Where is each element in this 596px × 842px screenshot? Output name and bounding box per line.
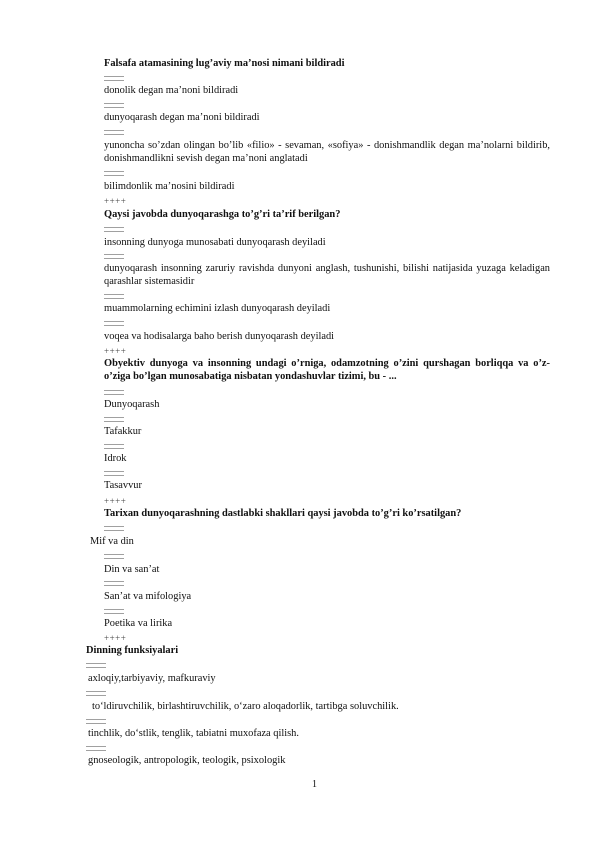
separator xyxy=(104,390,124,395)
answer-option: to‘ldiruvchilik, birlashtiruvchilik, o‘zaro aloqadorlik, tartibga soluvchilik. xyxy=(92,701,399,712)
answer-option: donolik degan ma’noni bildiradi xyxy=(104,85,239,96)
answer-option: Idrok xyxy=(104,453,127,464)
separator xyxy=(104,76,124,81)
answer-option: muammolarning echimini izlash dunyoqarash deyiladi xyxy=(104,303,331,314)
separator xyxy=(86,663,106,668)
separator xyxy=(104,471,124,476)
question-2: Qaysi javobda dunyoqarashga to’g’ri ta’rif berilgan? xyxy=(104,209,341,220)
answer-option: Tasavvur xyxy=(104,480,142,491)
question-5: Dinning funksiyalari xyxy=(86,645,179,656)
answer-option: Din va san’at xyxy=(104,564,160,575)
answer-option: Mif va din xyxy=(90,536,134,547)
answer-option: Dunyoqarash xyxy=(104,399,160,410)
answer-option: San’at va mifologiya xyxy=(104,591,192,602)
plus-separator: ++++ xyxy=(104,496,127,506)
separator xyxy=(104,526,124,531)
separator xyxy=(86,719,106,724)
separator xyxy=(104,444,124,449)
separator xyxy=(104,294,124,299)
separator xyxy=(104,254,124,259)
page-number: 1 xyxy=(312,779,317,790)
separator xyxy=(104,171,124,176)
separator xyxy=(86,746,106,751)
question-3: Obyektiv dunyoga va insonning undagi o’rniga, odamzotning o’zini qurshagan borliqqa va o’z-o’ziga bo’lgan munosabatiga nisbatan yondashuvlar tizimi, bu - ... xyxy=(104,358,550,382)
answer-option: dunyoqarash degan ma’noni bildiradi xyxy=(104,112,260,123)
answer-option: voqea va hodisalarga baho berish dunyoqarash deyiladi xyxy=(104,331,335,342)
separator xyxy=(104,321,124,326)
separator xyxy=(104,581,124,586)
answer-option: Poetika va lirika xyxy=(104,618,173,629)
separator xyxy=(104,554,124,559)
separator xyxy=(104,227,124,232)
answer-option: dunyoqarash insonning zaruriy ravishda dunyoni anglash, tushunishi, bilishi natijasida yuzaga keladigan qarashlar sistemasidir xyxy=(104,263,550,287)
answer-option: gnoseologik, antropologik, teologik, psixologik xyxy=(88,755,286,766)
answer-option: Tafakkur xyxy=(104,426,142,437)
answer-option: insonning dunyoga munosabati dunyoqarash deyiladi xyxy=(104,237,326,248)
answer-option: tinchlik, do‘stlik, tenglik, tabiatni muxofaza qilish. xyxy=(88,728,299,739)
answer-option: bilimdonlik ma’nosini bildiradi xyxy=(104,181,235,192)
separator xyxy=(104,417,124,422)
separator xyxy=(104,130,124,135)
answer-option: yunoncha so’zdan olingan bo’lib «filio» - sevaman, «sofiya» - donishmandlik degan ma’nolarni bildirib, donishmandlikni sevish degan ma’noni anglatadi xyxy=(104,140,550,164)
answer-option: axloqiy,tarbiyaviy, mafkuraviy xyxy=(88,673,216,684)
separator xyxy=(104,609,124,614)
separator xyxy=(104,103,124,108)
plus-separator: ++++ xyxy=(104,196,127,206)
separator xyxy=(86,691,106,696)
question-1: Falsafa atamasining lug’aviy ma’nosi nimani bildiradi xyxy=(104,58,345,69)
plus-separator: ++++ xyxy=(104,633,127,643)
question-4: Tarixan dunyoqarashning dastlabki shakllari qaysi javobda to’g’ri ko’rsatilgan? xyxy=(104,508,462,519)
plus-separator: ++++ xyxy=(104,346,127,356)
